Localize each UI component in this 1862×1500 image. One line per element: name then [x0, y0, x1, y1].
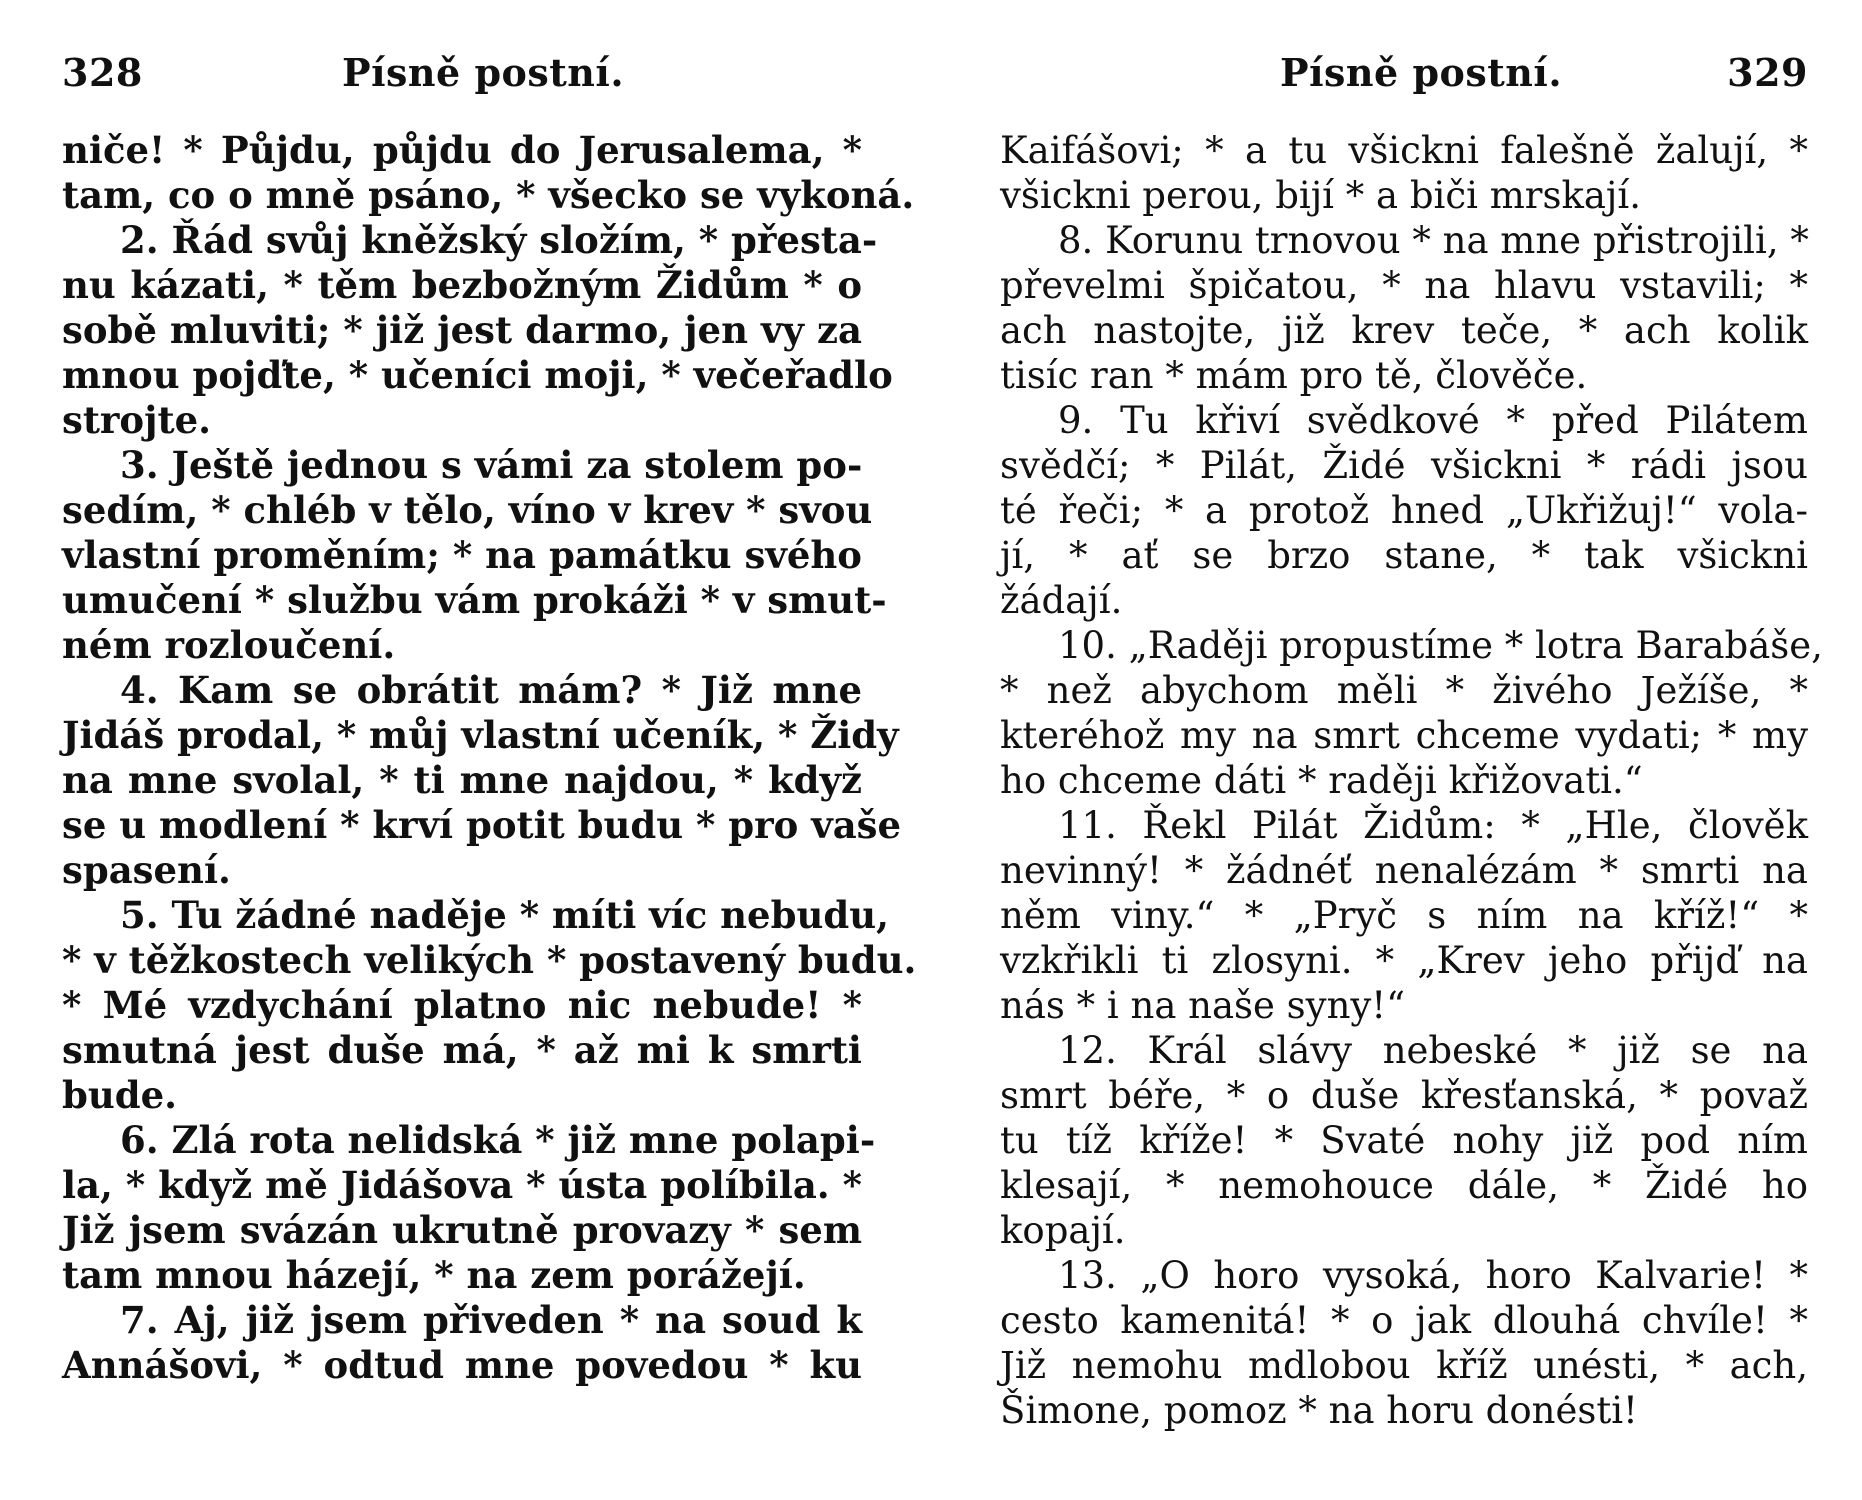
right-running-title: Písně postní. [1280, 50, 1563, 95]
text-line: kteréhož my na smrt chceme vydati; * my [1000, 714, 1808, 757]
text-line: sobě mluviti; * již jest darmo, jen vy za [62, 308, 862, 352]
right-page [1000, 0, 1823, 1500]
text-line: 10. „Raději propustíme * lotra Barabáše, [1058, 624, 1823, 667]
text-line: té řeči; * a protož hned „Ukřižuj!“ vola- [1000, 489, 1808, 532]
left-page-header [62, 50, 862, 100]
left-page [62, 0, 917, 1500]
text-line: převelmi špičatou, * na hlavu vstavili; * [1000, 264, 1808, 307]
text-line: mnou pojďte, * učeníci moji, * večeřadlo [62, 353, 893, 397]
right-page-header [1000, 50, 1808, 100]
text-line: všickni perou, bijí * a biči mrskají. [1000, 174, 1641, 217]
text-line: jí, * ať se brzo stane, * tak všickni [1000, 534, 1808, 577]
left-running-title: Písně postní. [342, 50, 625, 95]
text-line: ach nastojte, již krev teče, * ach kolik [1000, 309, 1808, 352]
text-line: nu kázati, * těm bezbožným Židům * o [62, 263, 862, 307]
left-page-text [62, 128, 917, 1388]
text-line: 9. Tu křiví svědkové * před Pilátem [1058, 399, 1808, 442]
text-line: ho chceme dáti * raději křižovati.“ [1000, 759, 1643, 802]
text-line: 2. Řád svůj kněžský složím, * přesta- [120, 218, 878, 262]
text-line: niče! * Půjdu, půjdu do Jerusalema, * [62, 128, 862, 172]
text-line: vlastní proměním; * na památku svého [62, 533, 862, 577]
text-line: cesto kamenitá! * o jak dlouhá chvíle! * [1000, 1299, 1808, 1342]
text-line: bude. [62, 1073, 178, 1117]
text-line: kopají. [1000, 1209, 1126, 1252]
text-line: 7. Aj, již jsem přiveden * na soud k [120, 1298, 862, 1342]
text-line: 4. Kam se obrátit mám? * Již mne [120, 668, 862, 712]
text-line: žádají. [1000, 579, 1123, 622]
left-page-number: 328 [62, 50, 143, 95]
text-line: vzkřikli ti zlosyni. * „Krev jeho přijď na [1000, 939, 1808, 982]
text-line: tam, co o mně psáno, * všecko se vykoná. [62, 173, 915, 217]
text-line: * než abychom měli * živého Ježíše, * [1000, 669, 1808, 712]
text-line: ném rozloučení. [62, 623, 396, 667]
text-line: Annášovi, * odtud mne povedou * ku [62, 1343, 862, 1387]
right-page-number: 329 [1727, 50, 1808, 95]
text-line: spasení. [62, 848, 231, 892]
text-line: la, * když mě Jidášova * ústa políbila. * [62, 1163, 862, 1207]
text-line: nevinný! * žádnéť nenalézám * smrti na [1000, 849, 1808, 892]
text-line: Již jsem svázán ukrutně provazy * sem [62, 1208, 862, 1252]
text-line: klesají, * nemohouce dále, * Židé ho [1000, 1164, 1808, 1207]
text-line: Kaifášovi; * a tu všickni falešně žalují, * [1000, 129, 1808, 172]
text-line: Šimone, pomoz * na horu donésti! [1000, 1389, 1638, 1432]
text-line: tu tíž kříže! * Svaté nohy již pod ním [1000, 1119, 1808, 1162]
text-line: na mne svolal, * ti mne najdou, * když [62, 758, 862, 802]
text-line: svědčí; * Pilát, Židé všickni * rádi jsou [1000, 444, 1808, 487]
text-line: 3. Ještě jednou s vámi za stolem po- [120, 443, 863, 487]
text-line: 6. Zlá rota nelidská * již mne polapi- [120, 1118, 876, 1162]
text-line: 8. Korunu trnovou * na mne přistrojili, * [1058, 219, 1809, 262]
text-line: umučení * službu vám prokáži * v smut- [62, 578, 887, 622]
text-line: 5. Tu žádné naděje * míti víc nebudu, [120, 893, 889, 937]
text-line: sedím, * chléb v tělo, víno v krev * svou [62, 488, 873, 532]
text-line: nás * i na naše syny!“ [1000, 984, 1406, 1027]
text-line: se u modlení * krví potit budu * pro vaše [62, 803, 902, 847]
text-line: něm viny.“ * „Pryč s ním na kříž!“ * [1000, 894, 1808, 937]
text-line: tisíc ran * mám pro tě, člověče. [1000, 354, 1588, 397]
text-line: smutná jest duše má, * až mi k smrti [62, 1028, 862, 1072]
text-line: tam mnou házejí, * na zem porážejí. [62, 1253, 806, 1297]
text-line: Již nemohu mdlobou kříž unésti, * ach, [1000, 1344, 1808, 1387]
text-line: smrt béře, * o duše křesťanská, * považ [1000, 1074, 1808, 1117]
right-page-text [1000, 128, 1823, 1433]
text-line: strojte. [62, 398, 211, 442]
text-line: * v těžkostech velikých * postavený budu. [62, 938, 917, 982]
text-line: 12. Král slávy nebeské * již se na [1058, 1029, 1808, 1072]
text-line: * Mé vzdychání platno nic nebude! * [62, 983, 862, 1027]
text-line: Jidáš prodal, * můj vlastní učeník, * Židy [62, 713, 899, 757]
text-line: 11. Řekl Pilát Židům: * „Hle, člověk [1058, 804, 1808, 847]
text-line: 13. „O horo vysoká, horo Kalvarie! * [1058, 1254, 1808, 1297]
